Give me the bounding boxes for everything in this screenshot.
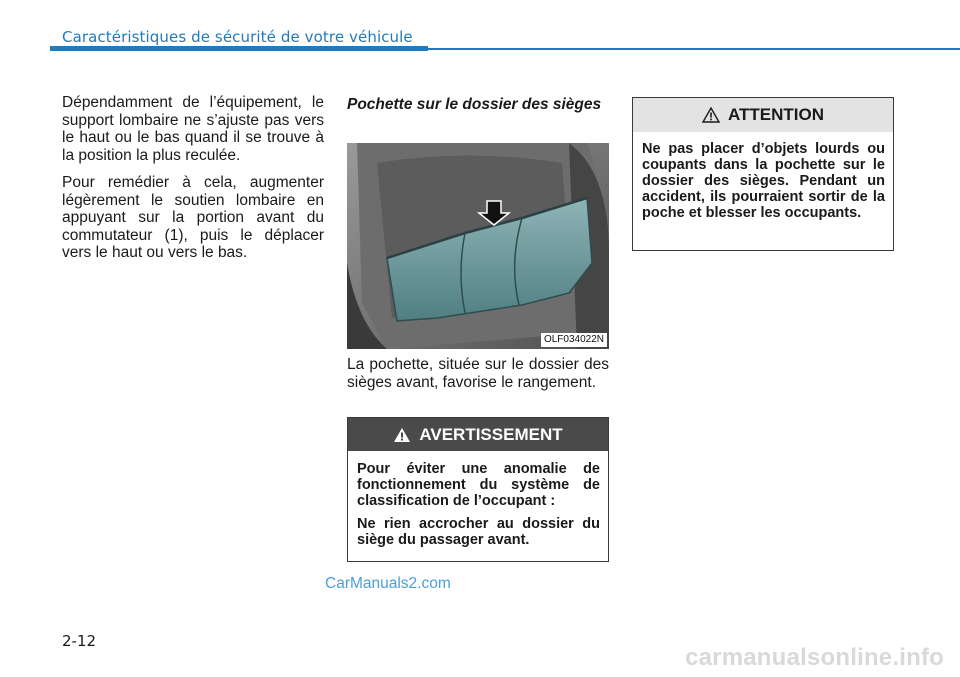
column-2-text bbox=[347, 356, 609, 401]
page-number: 2-12 bbox=[62, 632, 97, 650]
warning-body bbox=[348, 451, 608, 548]
header-rule-thick bbox=[50, 46, 428, 51]
section-heading: Pochette sur le dossier des sièges bbox=[347, 96, 602, 113]
paragraph: Dépendamment de l’équipement, le support lombaire ne s’ajuste pas vers le haut ou le bas quand il se trouve à la position la plus reculée. bbox=[62, 94, 324, 164]
column-1 bbox=[62, 94, 324, 272]
seatback-pocket-photo bbox=[347, 143, 609, 349]
attention-header bbox=[633, 98, 893, 132]
section-header-title: Caractéristiques de sécurité de votre véhicule bbox=[62, 28, 413, 46]
warning-paragraph: Ne rien accrocher au dossier du siège du passager avant. bbox=[357, 516, 600, 548]
warning-paragraph: Pour éviter une anomalie de fonctionnement du système de classification de l’occupant : bbox=[357, 461, 600, 509]
warning-title: AVERTISSEMENT bbox=[419, 424, 563, 444]
footer-watermark: carmanualsonline.info bbox=[685, 644, 944, 671]
warning-header bbox=[348, 418, 608, 451]
paragraph: Pour remédier à cela, augmenter légèrement le soutien lombaire en appuyant sur la portion avant du commutateur (1), puis le déplacer vers le haut ou vers le bas. bbox=[62, 174, 324, 261]
warning-triangle-icon bbox=[702, 107, 720, 123]
seatback-pocket-illustration bbox=[347, 143, 609, 349]
attention-body: Ne pas placer d’objets lourds ou coupants dans la pochette sur le dossier des sièges. Pendant un accident, ils pourraient sortir de la poche et blesser les occupants. bbox=[642, 141, 885, 221]
attention-title: ATTENTION bbox=[727, 105, 824, 124]
warning-box bbox=[347, 417, 609, 562]
paragraph: La pochette, située sur le dossier des sièges avant, favorise le rangement. bbox=[347, 356, 609, 391]
image-code: OLF034022N bbox=[541, 333, 607, 347]
header-rule-thin bbox=[428, 48, 960, 50]
warning-triangle-icon bbox=[393, 427, 411, 443]
watermark-link[interactable]: CarManuals2.com bbox=[325, 575, 451, 592]
attention-box bbox=[632, 97, 894, 251]
